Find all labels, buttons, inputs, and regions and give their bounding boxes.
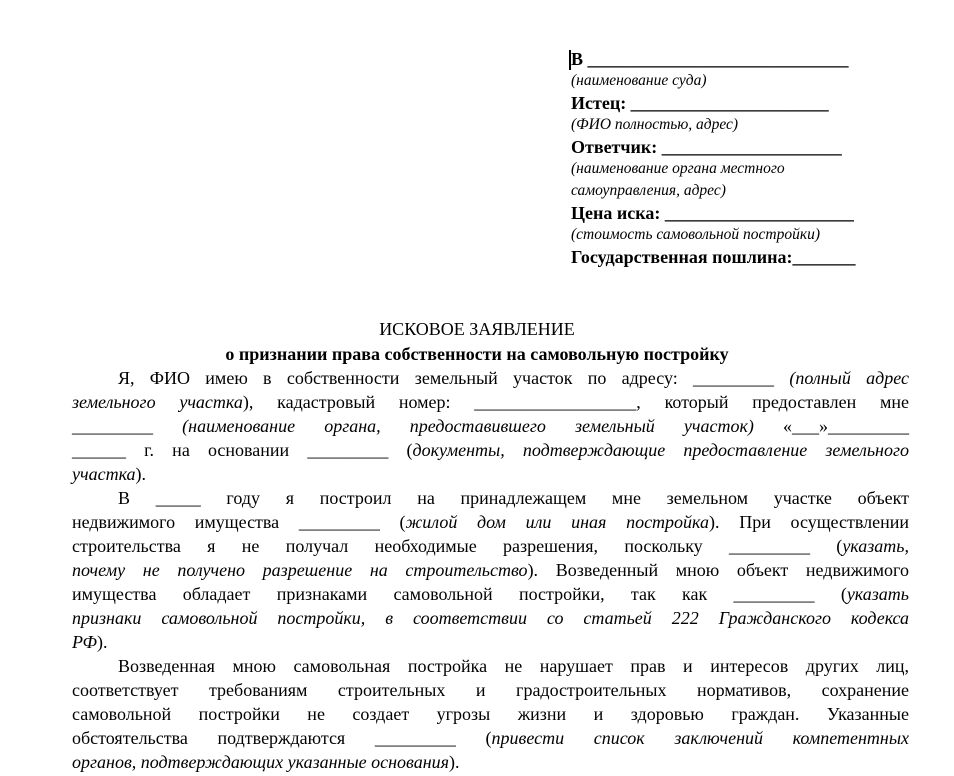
defendant-hint-1: (наименование органа местного [571, 160, 785, 177]
duty-field: Государственная пошлина:_______ [571, 247, 856, 267]
body-line: соответствует требованиям строительных и градостроительных нормативов, сохранение [72, 680, 909, 700]
body-line: В _____ году я построил на принадлежащем мне земельном участке объект [118, 488, 909, 508]
body-line: строительства я не получал необходимые разрешения, поскольку _________ (указать, [72, 536, 909, 556]
document-subtitle: о признании права собственности на самовольную постройку [225, 344, 729, 364]
document-header [571, 48, 911, 268]
body-line: недвижимого имущества _________ (жилой дом или иная постройка). При осуществлении [72, 512, 909, 532]
document-title: ИСКОВОЕ ЗАЯВЛЕНИЕ [379, 319, 575, 339]
body-line: участка). [72, 464, 147, 484]
plaintiff-hint: (ФИО полностью, адрес) [571, 116, 739, 133]
body-line: почему не получено разрешение на строительство). Возведенный мною объект недвижимого [72, 560, 909, 580]
body-line: обстоятельства подтверждаются _________ (привести список заключений компетентных [72, 728, 909, 748]
body-line: признаки самовольной постройки, в соответствии со статьей 222 Гражданского кодекса [72, 608, 909, 628]
body-line: Возведенная мною самовольная постройка не нарушает прав и интересов других лиц, [118, 656, 909, 676]
plaintiff-field: Истец: ______________________ [571, 93, 829, 113]
defendant-field: Ответчик: ____________________ [571, 137, 842, 157]
court-hint: (наименование суда) [571, 72, 707, 89]
document-body [72, 366, 909, 774]
body-line: ______ г. на основании _________ (документы, подтверждающие предоставление земельного [72, 440, 909, 460]
body-line: Я, ФИО имею в собственности земельный участок по адресу: _________ (полный адрес [118, 368, 909, 388]
body-line: имущества обладает признаками самовольной постройки, так как _________ (указать [72, 584, 909, 604]
defendant-hint-2: самоуправления, адрес) [571, 182, 726, 199]
body-line: РФ). [72, 632, 108, 652]
price-field: Цена иска: _____________________ [571, 203, 854, 223]
body-line: самовольной постройки не создает угрозы жизни и здоровью граждан. Указанные [72, 704, 909, 724]
body-line: _________ (наименование органа, предоставившего земельный участок) «___»_________ [72, 416, 910, 436]
body-line: земельного участка), кадастровый номер: __________________, который предоставлен мне [72, 392, 909, 412]
body-line: органов, подтверждающих указанные основания). [72, 752, 460, 772]
price-hint: (стоимость самовольной постройки) [571, 226, 820, 243]
court-field: В _____________________________ [571, 49, 849, 69]
